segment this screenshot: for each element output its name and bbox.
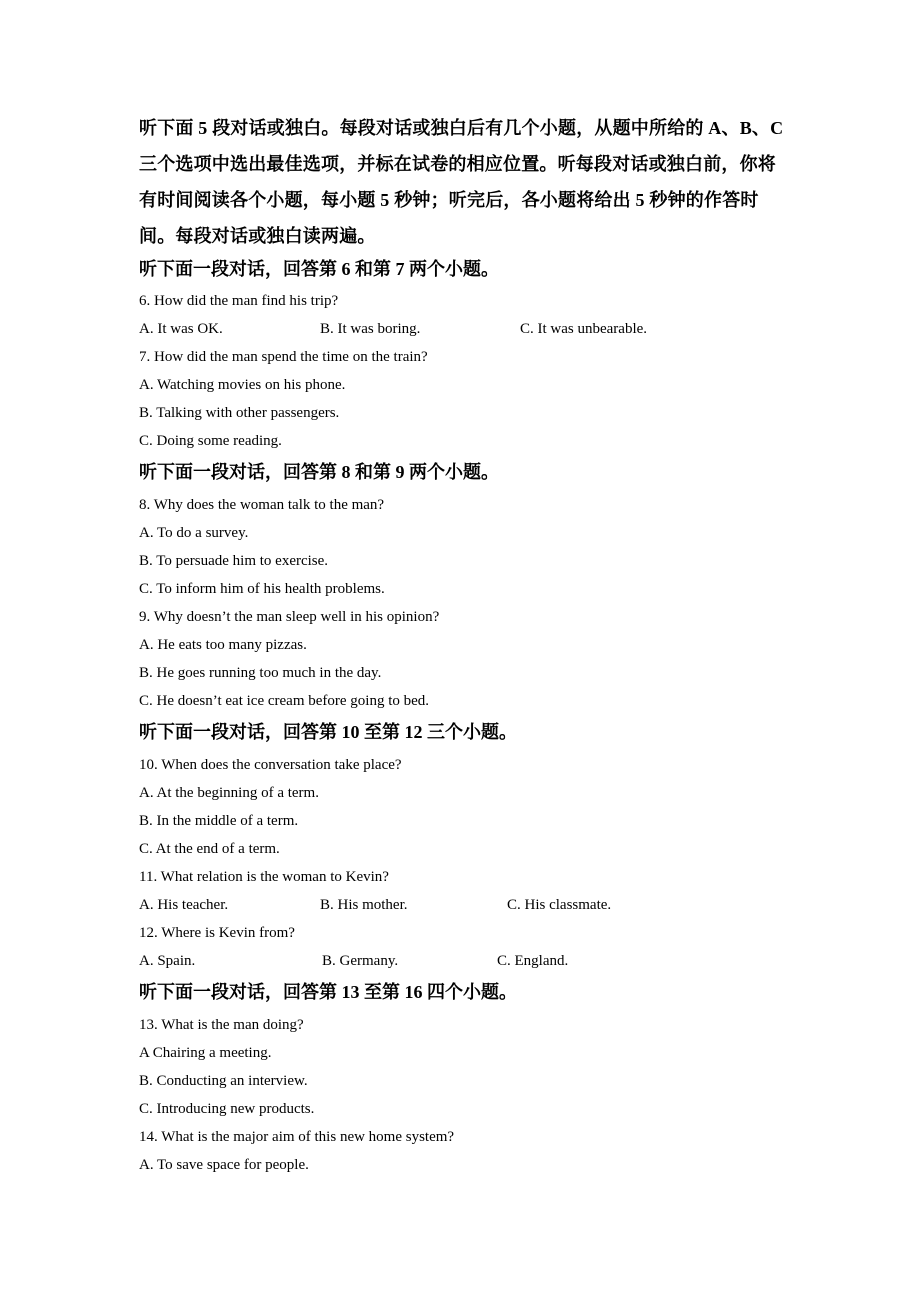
option-8a: A. To do a survey. (139, 525, 249, 541)
question-6: 6. How did the man find his trip? (139, 293, 339, 309)
section-heading: 听下面一段对话，回答第 10 至第 12 三个小题。 (139, 722, 517, 742)
option-12b: B. Germany. (322, 953, 399, 969)
option-11c: C. His classmate. (507, 897, 612, 913)
option-12a: A. Spain. (139, 953, 196, 969)
option-10a: A. At the beginning of a term. (139, 785, 319, 801)
question-7: 7. How did the man spend the time on the train? (139, 349, 428, 365)
section-heading: 听下面一段对话，回答第 13 至第 16 四个小题。 (139, 982, 517, 1002)
option-14a: A. To save space for people. (139, 1157, 309, 1173)
option-6b: B. It was boring. (320, 321, 421, 337)
question-8: 8. Why does the woman talk to the man? (139, 497, 385, 513)
option-8b: B. To persuade him to exercise. (139, 553, 329, 569)
option-13a: A Chairing a meeting. (139, 1045, 272, 1061)
option-9b: B. He goes running too much in the day. (139, 665, 382, 681)
question-10: 10. When does the conversation take place? (139, 757, 402, 773)
instructions-line: 三个选项中选出最佳选项，并标在试卷的相应位置。听每段对话或独白前，你将 (139, 154, 776, 174)
option-7a: A. Watching movies on his phone. (139, 377, 346, 393)
question-9: 9. Why doesn’t the man sleep well in his opinion? (139, 609, 440, 625)
option-10c: C. At the end of a term. (139, 841, 280, 857)
question-14: 14. What is the major aim of this new home system? (139, 1129, 455, 1145)
question-11: 11. What relation is the woman to Kevin? (139, 869, 389, 885)
option-6c: C. It was unbearable. (520, 321, 648, 337)
option-9c: C. He doesn’t eat ice cream before going to bed. (139, 693, 430, 709)
question-12: 12. Where is Kevin from? (139, 925, 295, 941)
section-heading: 听下面一段对话，回答第 6 和第 7 两个小题。 (139, 259, 499, 279)
option-11b: B. His mother. (320, 897, 408, 913)
option-13b: B. Conducting an interview. (139, 1073, 308, 1089)
instructions-line: 听下面 5 段对话或独白。每段对话或独白后有几个小题，从题中所给的 A、B、C (139, 118, 784, 138)
section-heading: 听下面一段对话，回答第 8 和第 9 两个小题。 (139, 462, 499, 482)
option-12c: C. England. (497, 953, 569, 969)
instructions-line: 间。每段对话或独白读两遍。 (139, 226, 376, 246)
option-11a: A. His teacher. (139, 897, 229, 913)
option-6a: A. It was OK. (139, 321, 223, 337)
instructions-paragraph (139, 110, 789, 254)
option-10b: B. In the middle of a term. (139, 813, 299, 829)
option-9a: A. He eats too many pizzas. (139, 637, 307, 653)
option-13c: C. Introducing new products. (139, 1101, 315, 1117)
question-13: 13. What is the man doing? (139, 1017, 304, 1033)
instructions-line: 有时间阅读各个小题，每小题 5 秒钟；听完后，各小题将给出 5 秒钟的作答时 (139, 190, 759, 210)
option-7b: B. Talking with other passengers. (139, 405, 340, 421)
option-8c: C. To inform him of his health problems. (139, 581, 385, 597)
option-7c: C. Doing some reading. (139, 433, 282, 449)
